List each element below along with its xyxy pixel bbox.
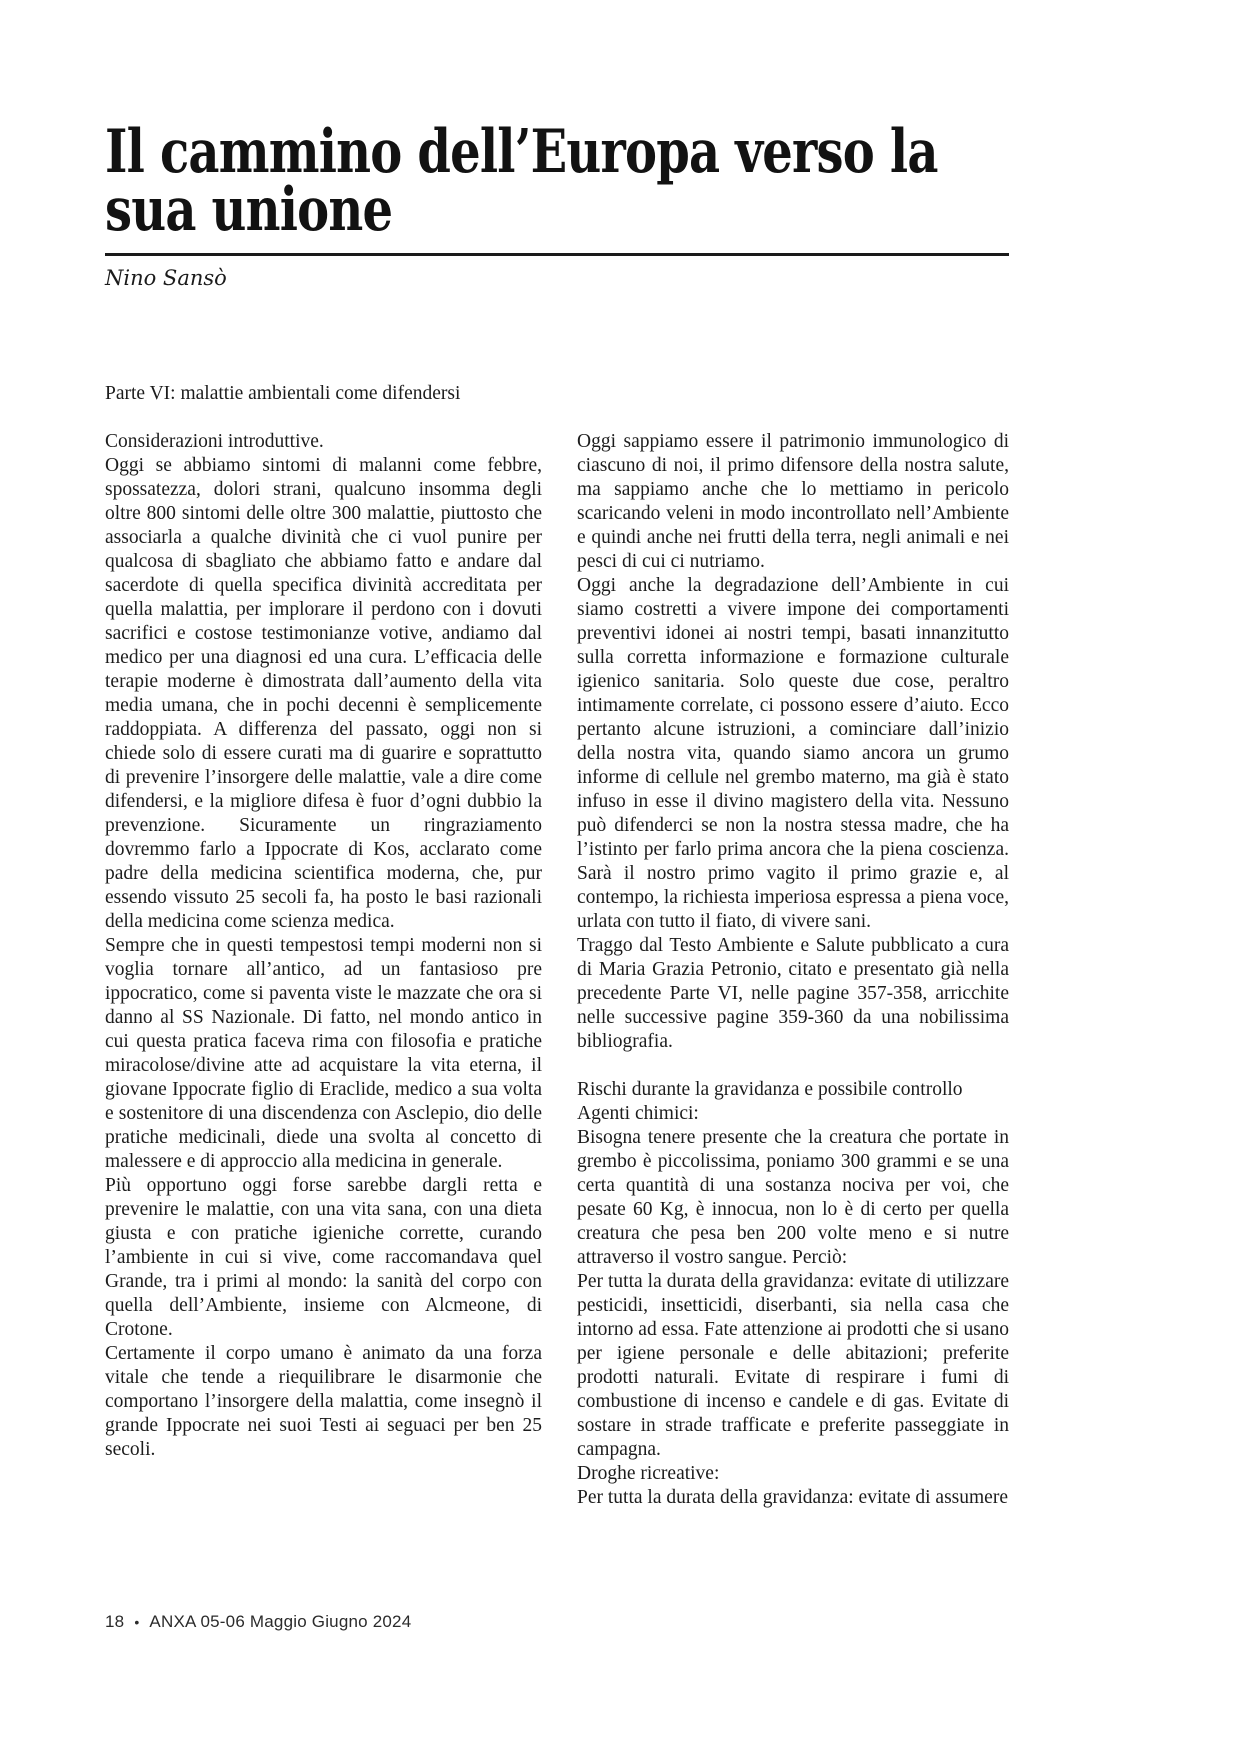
- paragraph: Traggo dal Testo Ambiente e Salute pubblicato a cura di Maria Grazia Petronio, citato e presentato già nella precedente Parte VI, nelle pagine 357-358, arricchite nelle successive pagine 359-360 da una nobilissima bibliografia.: [577, 935, 1009, 1052]
- title-divider-rule: [105, 253, 1009, 256]
- subheading-agenti-chimici: Agenti chimici:: [577, 1103, 699, 1124]
- paragraph: Sempre che in questi tempestosi tempi moderni non si voglia tornare all’antico, ad un fantasioso pre ippocratico, come si paventa viste le mazzate che ora si danno al SS Nazionale. Di fatto, nel mondo antico in cui questa pratica faceva rima con filosofia e pratiche miracolose/divine atte ad acquistare la vita eterna, il giovane Ippocrate figlio di Eraclide, medico a sua volta e sostenitore di una discendenza con Asclepio, dio delle pratiche medicinali, diede una svolta al concetto di malessere e di approccio alla medicina in generale.: [105, 935, 542, 1172]
- author-byline: Nino Sansò: [105, 266, 227, 290]
- paragraph-intro-label: Considerazioni introduttive.: [105, 431, 324, 452]
- issue-label: ANXA 05-06 Maggio Giugno 2024: [149, 1612, 412, 1631]
- paragraph: Per tutta la durata della gravidanza: evitate di assumere: [577, 1487, 1008, 1508]
- page-title-line-1: Il cammino dell’Europa verso la: [105, 117, 938, 187]
- paragraph: Per tutta la durata della gravidanza: evitate di utilizzare pesticidi, insetticidi, diserbanti, sia nella casa che intorno ad essa. Fate attenzione ai prodotti che si usano per igiene personale e delle abitazioni; preferite prodotti naturali. Evitate di respirare i fumi di combustione di incenso e candele e di gas. Evitate di sostare in strade trafficate e preferite passeggiate in campagna.: [577, 1271, 1009, 1460]
- section-heading-rischi: Rischi durante la gravidanza e possibile controllo: [577, 1079, 963, 1100]
- paragraph: Oggi se abbiamo sintomi di malanni come febbre, spossatezza, dolori strani, qualcuno insomma degli oltre 800 sintomi delle oltre 300 malattie, piuttosto che associarla a qualche divinità che ci vuol punire per qualcosa di sbagliato che abbiamo fatto e andare dal sacerdote di quella specifica divinità accreditata per quella malattia, per implorare il perdono con i dovuti sacrifici e costose testimonianze votive, andiamo dal medico per una diagnosi ed una cura. L’efficacia delle terapie moderne è dimostrata dall’aumento della vita media umana, che in pochi decenni è semplicemente raddoppiata. A differenza del passato, oggi non si chiede solo di essere curati ma di guarire e soprattutto di prevenire l’insorgere delle malattie, vale a dire come difendersi, e la migliore difesa è fuor d’ogni dubbio la prevenzione. Sicuramente un ringraziamento dovremmo farlo a Ippocrate di Kos, acclarato come padre della medicina scientifica moderna, che, pur essendo vissuto 25 secoli fa, ha posto le basi razionali della medicina come scienza medica.: [105, 455, 542, 932]
- page-title: [105, 117, 938, 245]
- part-heading: Parte VI: malattie ambientali come difendersi: [105, 383, 461, 404]
- paragraph: Più opportuno oggi forse sarebbe dargli retta e prevenire le malattie, con una vita sana, con una dieta giusta e con pratiche igieniche corrette, curando l’ambiente in cui si vive, come raccomandava quel Grande, tra i primi al mondo: la sanità del corpo con quella dell’Ambiente, insieme con Alcmeone, di Crotone.: [105, 1175, 542, 1340]
- page-footer: [105, 1612, 411, 1632]
- page-title-line-2: sua unione: [105, 175, 393, 245]
- paragraph: Oggi anche la degradazione dell’Ambiente in cui siamo costretti a vivere impone dei comportamenti preventivi idonei ai nostri tempi, basati innanzitutto sulla corretta informazione e formazione culturale igienico sanitaria. Solo queste due cose, peraltro intimamente correlate, ci possono essere d’aiuto. Ecco pertanto alcune istruzioni, a cominciare dall’inizio della nostra vita, quando siamo ancora un grumo informe di cellule nel grembo materno, ma già è stato infuso in esse il divino magistero della vita. Nessuno può difenderci se non la nostra stessa madre, che ha l’istinto per farlo prima ancora che la piena coscienza. Sarà il nostro primo vagito il primo grazie e, al contempo, la richiesta imperiosa espressa a piena voce, urlata con tutto il fiato, di vivere sani.: [577, 575, 1009, 932]
- paragraph: Certamente il corpo umano è animato da una forza vitale che tende a riequilibrare le disarmonie che comportano l’insorgere della malattia, come insegnò il grande Ippocrate nei suoi Testi ai seguaci per ben 25 secoli.: [105, 1343, 542, 1460]
- paragraph: Bisogna tenere presente che la creatura che portate in grembo è piccolissima, poniamo 300 grammi e se una certa quantità di una sostanza nociva per voi, che pesate 60 Kg, è innocua, non lo è di certo per quella creatura che pesa ben 200 volte meno e si nutre attraverso il vostro sangue. Perciò:: [577, 1127, 1009, 1268]
- footer-bullet-icon: •: [134, 1614, 140, 1630]
- subheading-droghe-ricreative: Droghe ricreative:: [577, 1463, 720, 1484]
- page-number: 18: [105, 1612, 125, 1631]
- left-column: [105, 382, 542, 1510]
- paragraph: Oggi sappiamo essere il patrimonio immunologico di ciascuno di noi, il primo difensore della nostra salute, ma sappiamo anche che lo mettiamo in pericolo scaricando veleni in modo incontrollato nell’Ambiente e quindi anche nei frutti della terra, negli animali e nei pesci di cui ci nutriamo.: [577, 431, 1009, 572]
- article-body: [105, 382, 1009, 1510]
- right-column: [577, 382, 1009, 1510]
